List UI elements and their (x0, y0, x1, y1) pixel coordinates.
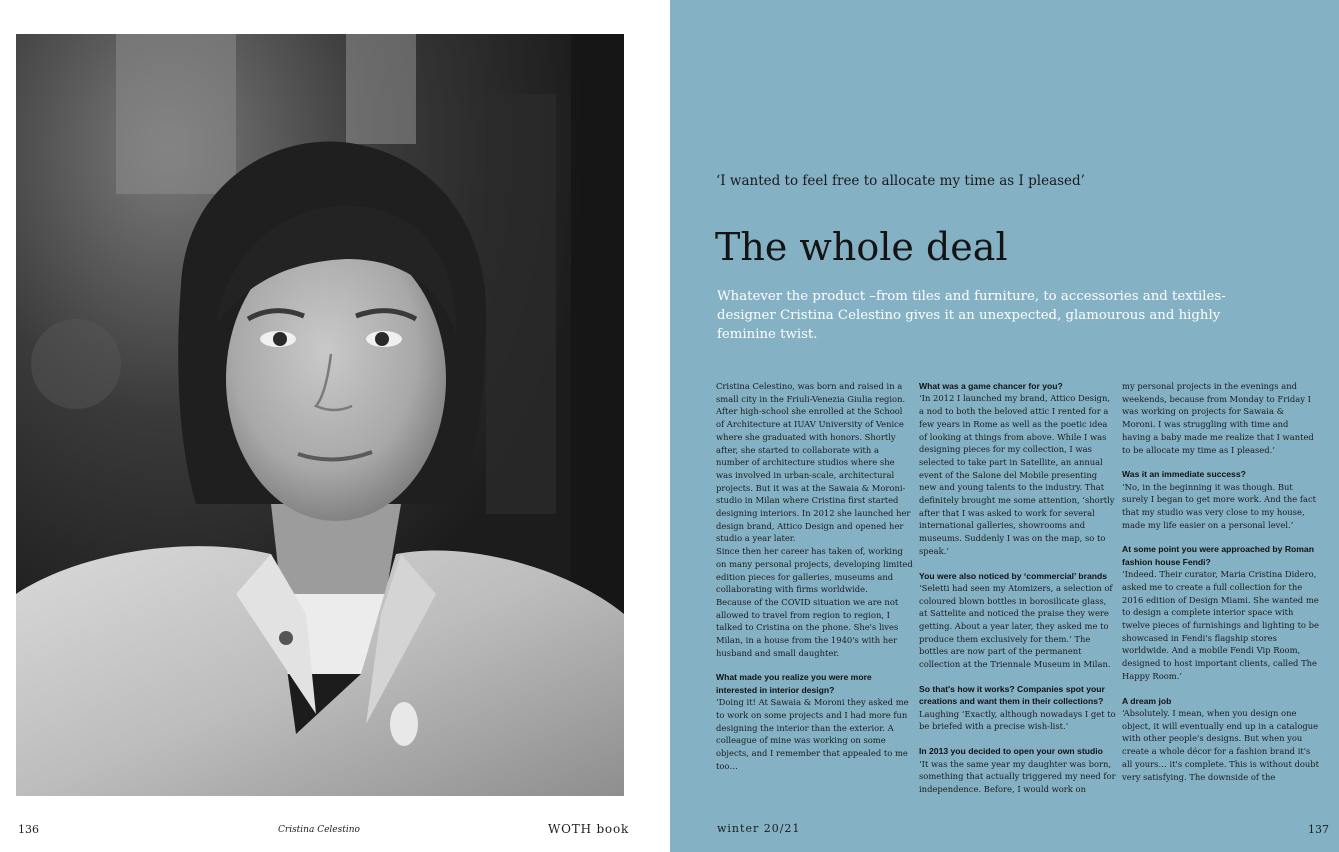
left-page (0, 0, 669, 852)
interview-answer: ‘Seletti had seen my Atomizers, a selection of coloured blown bottles in borosilicate glass, at Sattelite and noticed the praise they were getting. About a year later, they asked me to produce them exclusively for them.’ The bottles are now part of the permanent collection at the Triennale Museum in Milan. (919, 582, 1113, 670)
article-deck: Whatever the product –from tiles and furniture, to accessories and textiles- designer Cristina Celestino gives it an unexpected, glamourous and highly feminine twist. (717, 289, 1226, 342)
article-column-3 (1122, 380, 1319, 783)
interview-answer: Laughing ‘Exactly, although nowadays I get to be briefed with a precise wish-list.’ (919, 708, 1116, 732)
interview-answer: my personal projects in the evenings and weekends, because from Monday to Friday I was working on projects for Sawaia & Moroni. I was struggling with time and having a baby made me realize that I wanted to be allocate my time as I pleased.’ (1122, 381, 1314, 455)
interview-question: In 2013 you decided to open your own studio (919, 746, 1103, 757)
pull-quote: ‘I wanted to feel free to allocate my time as I pleased’ (716, 173, 1085, 189)
body-paragraph: Because of the COVID situation we are not allowed to travel from region to region, I talked to Cristina on the phone. She's lives Milan, in a house from the 1940's with her husband and small daughter. (716, 596, 899, 658)
interview-answer: ‘Absolutely. I mean, when you design one object, it will eventually end up in a catalogue with other people's designs. But when you create a whole décor for a fashion brand it's all yours… it's complete. This is without doubt very satisfying. The downside of the (1122, 707, 1319, 782)
article-column-2 (919, 380, 1116, 796)
interview-answer: ‘Indeed. Their curator, Maria Cristina Didero, asked me to create a full collection for the 2016 edition of Design Miami. She wanted me to design a complete interior space with twelve pieces of furnishings and lighting to be showcased in Fendi's flagship stores worldwide. And a mobile Fendi Vip Room, designed to host important clients, called The Happy Room.’ (1122, 569, 1319, 681)
body-paragraph: Since then her career has taken of, working on many personal projects, developing limited edition pieces for galleries, museums and collaborating with firms worldwide. (716, 546, 913, 595)
article-body (716, 380, 1322, 794)
interview-answer: ‘In 2012 I launched my brand, Attico Design, a nod to both the beloved attic I rented for a few years in Rome as well as the poetic idea of looking at things from above. While I was designing pieces for my collection, I was selected to take part in Satellite, an annual event of the Salone del Mobile presenting new and young talents to the industry. That definitely brought me some attention, ‘shortly after that I was asked to work for several international galleries, showrooms and museums. Suddenly I was on the map, so to speak.’ (919, 393, 1115, 556)
page-number-right: 137 (1308, 823, 1329, 836)
interview-question: At some point you were approached by Roman fashion house Fendi? (1122, 544, 1314, 567)
page-number-left: 136 (18, 823, 39, 836)
interview-question: A dream job (1122, 695, 1172, 706)
issue-season: winter 20/21 (717, 822, 801, 835)
interview-question: What was a game chancer for you? (919, 381, 1063, 391)
interview-question: Was it an immediate success? (1122, 469, 1246, 480)
interview-question: You were also noticed by ‘commercial’ brands (919, 570, 1108, 581)
interview-answer: ‘No, in the beginning it was though. But surely I began to get more work. And the fact that my studio was very close to my house, made my life easier on a personal level.’ (1122, 481, 1317, 530)
right-page (670, 0, 1339, 852)
article-column-1 (716, 380, 913, 773)
body-paragraph: Cristina Celestino, was born and raised in a small city in the Friuli-Venezia Giulia region. After high-school she enrolled at the School of Architecture at IUAV University of Venice where she graduated with honors. Shortly after, she started to collaborate with a number of architecture studios where she was involved in urban-scale, architectural projects. But it was at the Sawaia & Moroni-studio in Milan where Cristina first started designing interiors. In 2012 she launched her design brand, Attico Design and opened her studio a year later. (716, 381, 911, 544)
interview-question: So that's how it works? Companies spot your creations and want them in their collections? (919, 683, 1105, 707)
portrait-photo-illustration (16, 34, 624, 796)
interview-answer: ‘It was the same year my daughter was born, something that actually triggered my need for independence. Before, I would work on (919, 758, 1116, 794)
portrait-photo (16, 34, 624, 796)
interview-answer: ‘Doing it! At Sawaia & Moroni they asked me to work on some projects and I had more fun designing the interior than the exterior. A colleague of mine was working on some objects, and I remember that appealed to me too… (716, 697, 909, 771)
running-title: Cristina Celestino (278, 825, 360, 835)
publication-name: WOTH book (548, 822, 630, 836)
interview-question: What made you realize you were more interested in interior design? (716, 672, 872, 695)
article-headline: The whole deal (715, 225, 1008, 269)
